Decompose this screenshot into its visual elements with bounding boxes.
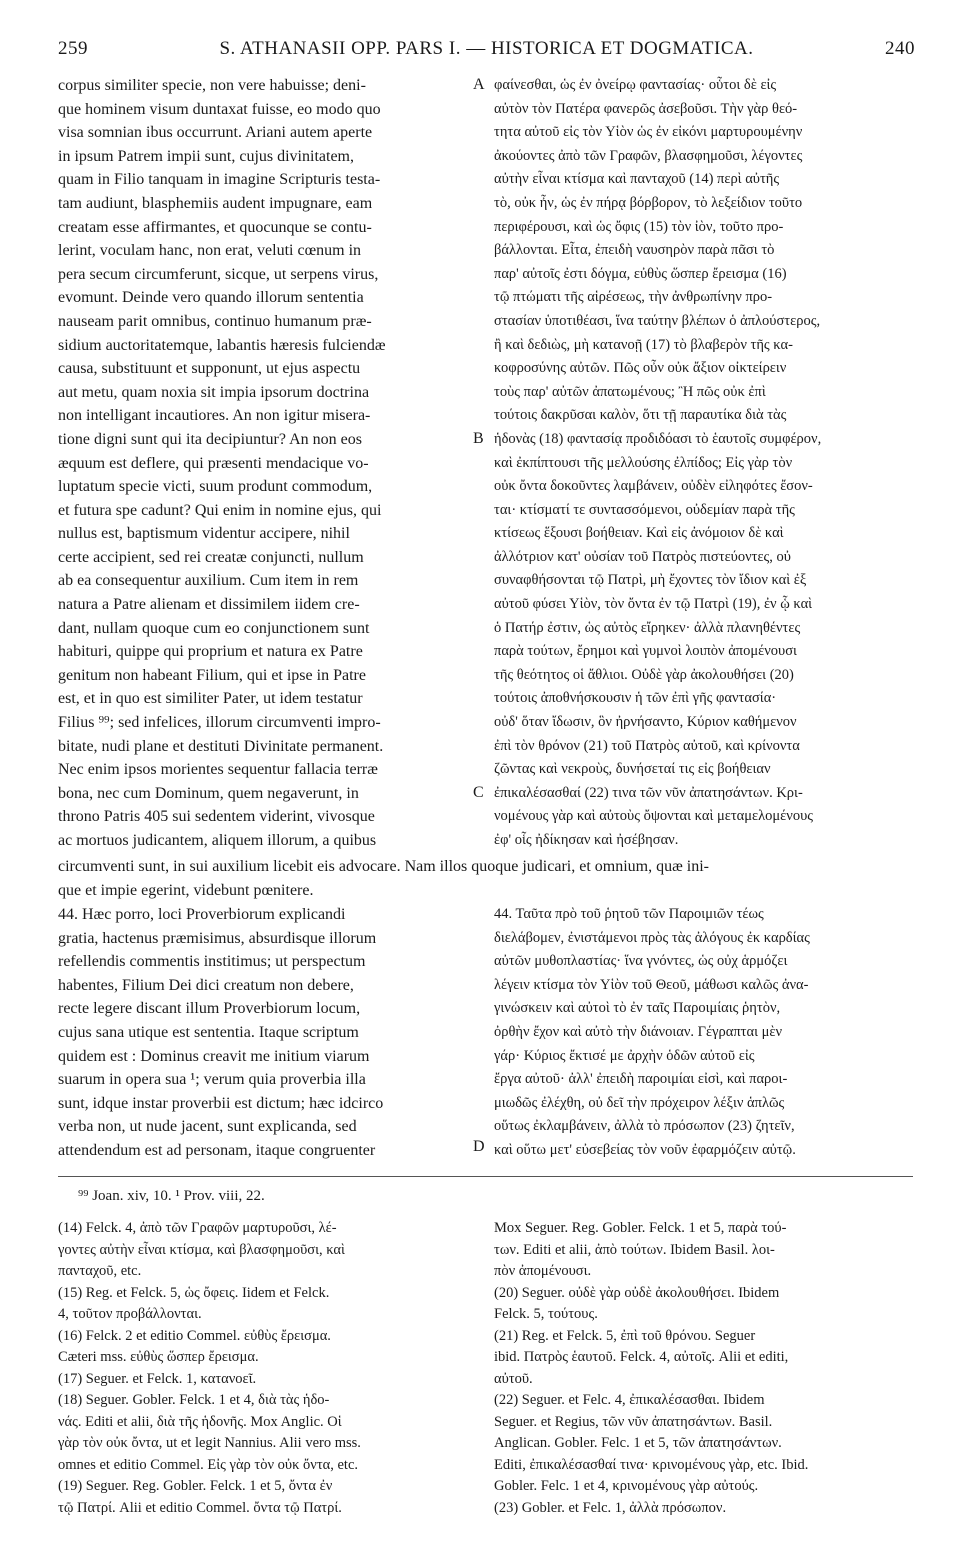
text-line: throno Patris 405 sui sedentem viderint, vivosque xyxy=(58,808,375,826)
full-width-text xyxy=(58,855,913,902)
note-line: Anglican. Gobler. Felc. 1 et 5, τῶν ἀπατησάντων. xyxy=(494,1435,782,1451)
note-line: omnes et editio Commel. Εἰς γὰρ τὸν οὐκ ὄντα, etc. xyxy=(58,1456,359,1473)
text-line: στασίαν ὑποτιθέασι, ἵνα ταύτην βλέπων ὁ ἀπλούστερος, xyxy=(494,312,821,329)
text-line: οὐκ ὄντα δοκοῦντες λαμβάνειν, οὐδὲν εἰληφότες ἔσον- xyxy=(494,478,813,495)
text-line: lerint, voculam hanc, non erat, veluti cœnum in xyxy=(58,242,362,260)
text-line: bona, nec cum Dominum, quem negaverunt, in xyxy=(58,784,359,802)
page-header xyxy=(58,38,915,68)
text-line: corpus similiter specie, non vere habuisse; deni- xyxy=(58,77,366,94)
text-line: habituri, quippe qui proprium et natura ex Patre xyxy=(58,643,363,661)
text-line: luptatum specie victi, suum produnt commodum, xyxy=(58,478,373,496)
critical-notes-left xyxy=(58,1218,470,1519)
note-line: πανταχοῦ, etc. xyxy=(58,1263,142,1279)
footnote-rule xyxy=(58,1176,913,1177)
text-line: κοφροσύνης αὐτῶν. Πῶς οὖν οὐκ ἄξιον οἰκτείρειν xyxy=(494,360,787,377)
greek-column-top xyxy=(494,74,912,853)
text-line: παρ' αὐτοῖς ἐστι δόγμα, εὐθὺς ὥσπερ ἔρεισμα (16) xyxy=(494,265,787,282)
text-line: natura a Patre alienam et dissimilem iidem cre- xyxy=(58,596,360,614)
latin-section-44 xyxy=(58,903,470,1163)
note-line: (18) Seguer. Gobler. Felck. 1 et 4, διὰ τὰς ἡδο- xyxy=(58,1392,330,1408)
note-line: 4, τοῦτον προβάλλονται. xyxy=(58,1306,202,1322)
text-line: certe accipient, sed rei creatæ conjuncti, nullum xyxy=(58,548,364,566)
note-line: (15) Reg. et Felck. 5, ὡς ὄφεις. Iidem et Felck. xyxy=(58,1284,330,1301)
text-line: tam audiunt, blasphemiis audent impugnare, eam xyxy=(58,194,373,212)
text-line: ζῶντας καὶ νεκροὺς, δυνήσεταί τις εἰς βοήθειαν xyxy=(494,761,771,778)
footnote-references: ⁹⁹ Joan. xiv, 10. ¹ Prov. viii, 22. xyxy=(78,1188,265,1204)
text-line: visa somnian ibus occurrunt. Ariani autem aperte xyxy=(58,124,373,142)
text-line: que hominem visum duntaxat fuisse, eo modo quo xyxy=(58,100,381,118)
text-line: ἀλλότριον κατ' οὐσίαν τοῦ Πατρὸς πιστεύοντες, οὐ xyxy=(494,548,791,565)
latin-column-top xyxy=(58,74,470,853)
note-line: (22) Seguer. et Felc. 4, ἐπικαλέσασθαι. Ibidem xyxy=(494,1392,765,1408)
note-line: Editi, ἐπικαλέσασθαί τινα· κρινομένους γὰρ, etc. Ibid. xyxy=(494,1456,809,1473)
text-line: Nec enim ipsos morientes sequentur fallacia terræ xyxy=(58,761,378,779)
critical-notes-right xyxy=(494,1218,912,1519)
text-line: καὶ οὕτω μετ' εὐσεβείας τὸν νοῦν ἐφαρμόζειν αὐτῷ. xyxy=(494,1141,796,1158)
text-line: que et impie egerint, videbunt pœnitere. xyxy=(58,881,314,899)
page-number-left: 259 xyxy=(58,38,88,59)
note-line: (20) Seguer. οὐδὲ γὰρ οὐδὲ ἀκολουθήσει. Ibidem xyxy=(494,1284,780,1301)
text-line: ἔργα αὐτοῦ· ἀλλ' ἐπειδὴ παροιμίαι εἰσὶ, καὶ παροι- xyxy=(494,1071,788,1088)
text-line: aut metu, quam noxia sit impia ipsorum doctrina xyxy=(58,383,370,401)
text-line: ὁ Πατήρ ἐστιν, ὡς αὐτὸς εἴρηκεν· ἀλλὰ πλανηθέντες xyxy=(494,619,801,636)
text-line: ac mortuos judicantem, aliquem illorum, a quibus xyxy=(58,832,377,849)
note-line: (23) Gobler. et Felc. 1, ἀλλὰ πρόσωπον. xyxy=(494,1499,727,1516)
note-line: ibid. Πατρὸς ἑαυτοῦ. Felck. 4, αὐτοῖς. Alii et editi, xyxy=(494,1349,789,1365)
text-line: τητα αὐτοῦ εἰς τὸν Υἱὸν ὡς ἐν εἰκόνι μαρτυρουμένην xyxy=(494,124,803,141)
text-line: sidium auctoritatemque, labantis hæresis fulciendæ xyxy=(58,336,386,354)
text-line: pera secum circumferunt, sicque, ut serpens virus, xyxy=(58,265,379,283)
text-line: ἐπὶ τὸν θρόνον (21) τοῦ Πατρὸς αὐτοῦ, καὶ κρίνοντα xyxy=(494,737,800,754)
text-line: τοὺς παρ' αὐτῶν ἀπατωμένους; Ἢ πῶς οὐκ ἐπὶ xyxy=(494,383,766,400)
text-line: φαίνεσθαι, ὡς ἐν ὀνείρῳ φαντασίας· οὗτοι δὲ εἰς xyxy=(494,77,777,93)
text-line: tione digni sunt qui ita decipiuntur? An non eos xyxy=(58,430,362,448)
text-line: refellendis commentis institimus; ut perspectum xyxy=(58,953,366,971)
text-line: αὐτοῦ φύσει Υἱὸν, τὸν ὄντα ἐν τῷ Πατρὶ (19), ἐν ᾧ καὶ xyxy=(494,596,813,613)
text-line: νομένους γὰρ καὶ αὐτοὺς ὄψονται καὶ μεταμελομένους xyxy=(494,808,813,825)
text-line: evomunt. Deinde vero quando illorum sententia xyxy=(58,289,364,307)
text-line: recte legere discant illum Proverbiorum locum, xyxy=(58,1000,361,1018)
text-line: in ipsum Patrem impii sunt, cujus divinitatem, xyxy=(58,147,354,165)
text-line: περιφέρουσι, καὶ ὡς ὄφις (15) τὸν ἰὸν, τοῦτο προ- xyxy=(494,218,784,235)
note-line: Felck. 5, τούτους. xyxy=(494,1306,598,1322)
text-line: διελάβομεν, ἐνιστάμενοι πρὸς τὰς ἀλόγους ἐκ καρδίας xyxy=(494,929,810,946)
note-line: νάς. Editi et alii, διὰ τῆς ἡδονῆς. Mox Anglic. Οἱ xyxy=(58,1413,342,1430)
margin-letter-d: D xyxy=(473,1138,485,1155)
text-line: οὕτως ἐκλαμβάνειν, ἀλλὰ τὸ πρόσωπον (23) ζητεῖν, xyxy=(494,1118,795,1135)
margin-letter-a: A xyxy=(473,76,485,93)
text-line: quam in Filio tanquam in imagine Scripturis testa- xyxy=(58,171,381,189)
text-line: τούτοις ἀποθνήσκουσιν ἡ τῶν ἐπὶ γῆς φαντασία· xyxy=(494,690,777,707)
text-line: genitum non habeant Filium, qui et ipse in Patre xyxy=(58,666,366,684)
text-line: μιωδῶς ἐλέχθη, οὐ δεῖ τὴν πρόχειρον λέξιν ἁπλῶς xyxy=(494,1094,785,1111)
text-line: αὐτὸν τὸν Πατέρα φανερῶς ἀσεβοῦσι. Τὴν γὰρ θεό- xyxy=(494,100,798,117)
text-line: ἡδονὰς (18) φαντασίᾳ προδιδόασι τὸ ἑαυτοῖς συμφέρον, xyxy=(494,430,822,447)
text-line: attendendum est ad personam, itaque congruenter xyxy=(58,1141,376,1159)
text-line: nullus est, baptismum videntur accipere, nihil xyxy=(58,525,350,543)
text-line: creatam esse affirmantes, et quocunque se contu- xyxy=(58,218,372,236)
text-line: et futura spe cadunt? Qui enim in nomine ejus, qui xyxy=(58,501,382,519)
text-line: circumventi sunt, in sui auxilium licebit eis advocare. Nam illos quoque judicari, et omnium, quæ ini- xyxy=(58,858,709,875)
text-line: γάρ· Κύριος ἔκτισέ με ἀρχὴν ὁδῶν αὐτοῦ εἰς xyxy=(494,1047,755,1064)
text-line: τούτοις δακρῦσαι καλὸν, ὅτι τῇ παραυτίκα διὰ τὰς xyxy=(494,407,787,424)
text-line: habentes, Filium Dei dici creatum non debere, xyxy=(58,976,354,994)
note-line: (14) Felck. 4, ἀπὸ τῶν Γραφῶν μαρτυροῦσι, λέ- xyxy=(58,1220,337,1236)
text-line: causa, substituunt et supponunt, ut ejus aspectu xyxy=(58,360,361,378)
text-line: non intelligant incautiores. An non igitur misera- xyxy=(58,407,371,425)
text-line: κτίσεως ἕξουσι βοήθειαν. Καὶ εἰς ἀνόμοιον δὲ καὶ xyxy=(494,525,784,542)
margin-letter-b: B xyxy=(473,430,484,447)
text-line: βάλλονται. Εἶτα, ἐπειδὴ ναυσηρὸν παρὰ πᾶσι τὸ xyxy=(494,242,775,259)
text-line: 44. Ταῦτα πρὸ τοῦ ῥητοῦ τῶν Παροιμιῶν τέως xyxy=(494,906,764,922)
text-line: παρὰ τούτων, ἔρημοι καὶ γυμνοὶ λοιπὸν ἀπομένουσι xyxy=(494,643,797,660)
text-line: λέγειν κτίσμα τὸν Υἱὸν τοῦ Θεοῦ, μάθωσι καλῶς ἀνα- xyxy=(494,976,809,993)
text-line: est, et in quo est similiter Pater, ut idem testatur xyxy=(58,690,363,708)
text-line: cujus sana utique est sententia. Itaque scriptum xyxy=(58,1023,359,1041)
text-line: αὐτὴν εἶναι κτίσμα καὶ πανταχοῦ (14) περὶ αὐτῆς xyxy=(494,171,780,188)
note-line: των. Editi et alii, ἀπὸ τούτων. Ibidem Basil. λοι- xyxy=(494,1241,775,1258)
note-line: αὐτοῦ. xyxy=(494,1370,533,1387)
text-line: συναφθήσονται τῷ Πατρὶ, μὴ ἔχοντες τὸν ἴδιον καὶ ἐξ xyxy=(494,572,807,589)
note-line: (19) Seguer. Reg. Gobler. Felck. 1 et 5, ὄντα ἐν xyxy=(58,1478,333,1494)
text-line: ται· κτίσματί τε συντασσόμενοι, οὐδεμίαν παρὰ τῆς xyxy=(494,501,795,518)
greek-section-44 xyxy=(494,903,912,1163)
text-line: ἀκούοντες ἀπὸ τῶν Γραφῶν, βλασφημοῦσι, λέγοντες xyxy=(494,147,803,164)
note-line: (17) Seguer. et Felck. 1, κατανοεῖ. xyxy=(58,1370,257,1387)
note-line: πὸν ἀπομένουσι. xyxy=(494,1263,592,1279)
text-line: αὐτῶν μυθοπλαστίας· ἵνα γνόντες, ὡς οὐχ ἁρμόζει xyxy=(494,953,788,970)
text-line: sunt, idque instar proverbii est dictum; hæc idcirco xyxy=(58,1094,384,1112)
text-line: ἢ καὶ δεδιὼς, μὴ κατανοῇ (17) τὸ βλαβερὸν τῆς κα- xyxy=(494,336,793,353)
text-line: quidem est : Dominus creavit me initium viarum xyxy=(58,1047,370,1065)
note-line: γὰρ τὸν οὐκ ὄντα, ut et legit Nannius. Alii vero mss. xyxy=(58,1435,361,1451)
text-line: 44. Hæc porro, loci Proverbiorum explicandi xyxy=(58,906,346,923)
text-line: gratia, hactenus præmisimus, absurdisque illorum xyxy=(58,929,377,947)
text-line: Filius ⁹⁹; sed infelices, illorum circumventi impro- xyxy=(58,714,381,732)
text-line: καὶ ἐκπίπτουσι τῆς μελλούσης ἐλπίδος; Εἰς γὰρ τὸν xyxy=(494,454,793,471)
text-line: τῆς θεότητος οἱ ἄθλιοι. Οὐδὲ γὰρ ἀκολουθήσει (20) xyxy=(494,666,794,683)
text-line: οὐδ' ὅταν ἴδωσιν, ὃν ἠρνήσαντο, Κύριον καθήμενον xyxy=(494,714,797,731)
text-line: τὸ, οὐκ ἦν, ὡς ἐν πήρᾳ βόρβορον, τὸ λεξείδιον τοῦτο xyxy=(494,194,803,211)
note-line: (16) Felck. 2 et editio Commel. εὐθὺς ἔρεισμα. xyxy=(58,1327,331,1344)
text-line: suarum in opera sua ¹; verum quia proverbia illa xyxy=(58,1071,366,1089)
margin-letter-c: C xyxy=(473,784,484,801)
text-line: ἐφ' οἷς ἠδίκησαν καὶ ἠσέβησαν. xyxy=(494,832,679,848)
note-line: Mox Seguer. Reg. Gobler. Felck. 1 et 5, παρὰ τού- xyxy=(494,1220,787,1236)
page-number-right: 240 xyxy=(885,38,915,59)
text-line: ab ea consequentur auxilium. Cum item in rem xyxy=(58,572,359,590)
text-line: verba non, ut nude jacent, sunt explicanda, sed xyxy=(58,1118,357,1136)
text-line: bitate, nudi plane et destituti Divinitate permanent. xyxy=(58,737,384,755)
text-line: ἐπικαλέσασθαί (22) τινα τῶν νῦν ἀπατησάντων. Κρι- xyxy=(494,784,803,801)
note-line: τῷ Πατρί. Alii et editio Commel. ὄντα τῷ Πατρί. xyxy=(58,1499,342,1516)
text-line: τῷ πτώματι τῆς αἱρέσεως, τὴν ἀνθρωπίνην προ- xyxy=(494,289,773,306)
note-line: (21) Reg. et Felck. 5, ἐπὶ τοῦ θρόνου. Seguer xyxy=(494,1327,756,1344)
note-line: γοντες αὐτὴν εἶναι κτίσμα, καὶ βλασφημοῦσι, καὶ xyxy=(58,1241,345,1258)
note-line: Cæteri mss. εὐθὺς ὥσπερ ἔρεισμα. xyxy=(58,1349,259,1365)
text-line: ὀρθὴν ἔχον καὶ αὐτὸ τὴν διάνοιαν. Γέγραπται μὲν xyxy=(494,1023,783,1040)
text-line: æquum est deflere, qui præsenti mendacique vo- xyxy=(58,454,369,472)
running-title: S. ATHANASII OPP. PARS I. — HISTORICA ET DOGMATICA. xyxy=(219,38,754,59)
text-line: dant, nullam quoque cum eo conjunctionem sunt xyxy=(58,619,370,637)
note-line: Gobler. Felc. 1 et 4, κρινομένους γὰρ αὐτούς. xyxy=(494,1478,759,1494)
text-line: γινώσκειν καὶ αὐτοὶ τὸ ἐν ταῖς Παροιμίαις ῥητὸν, xyxy=(494,1000,781,1017)
text-line: nauseam parit omnibus, continuo humanum præ- xyxy=(58,312,372,330)
note-line: Seguer. et Regius, τῶν νῦν ἀπατησάντων. Basil. xyxy=(494,1413,773,1430)
